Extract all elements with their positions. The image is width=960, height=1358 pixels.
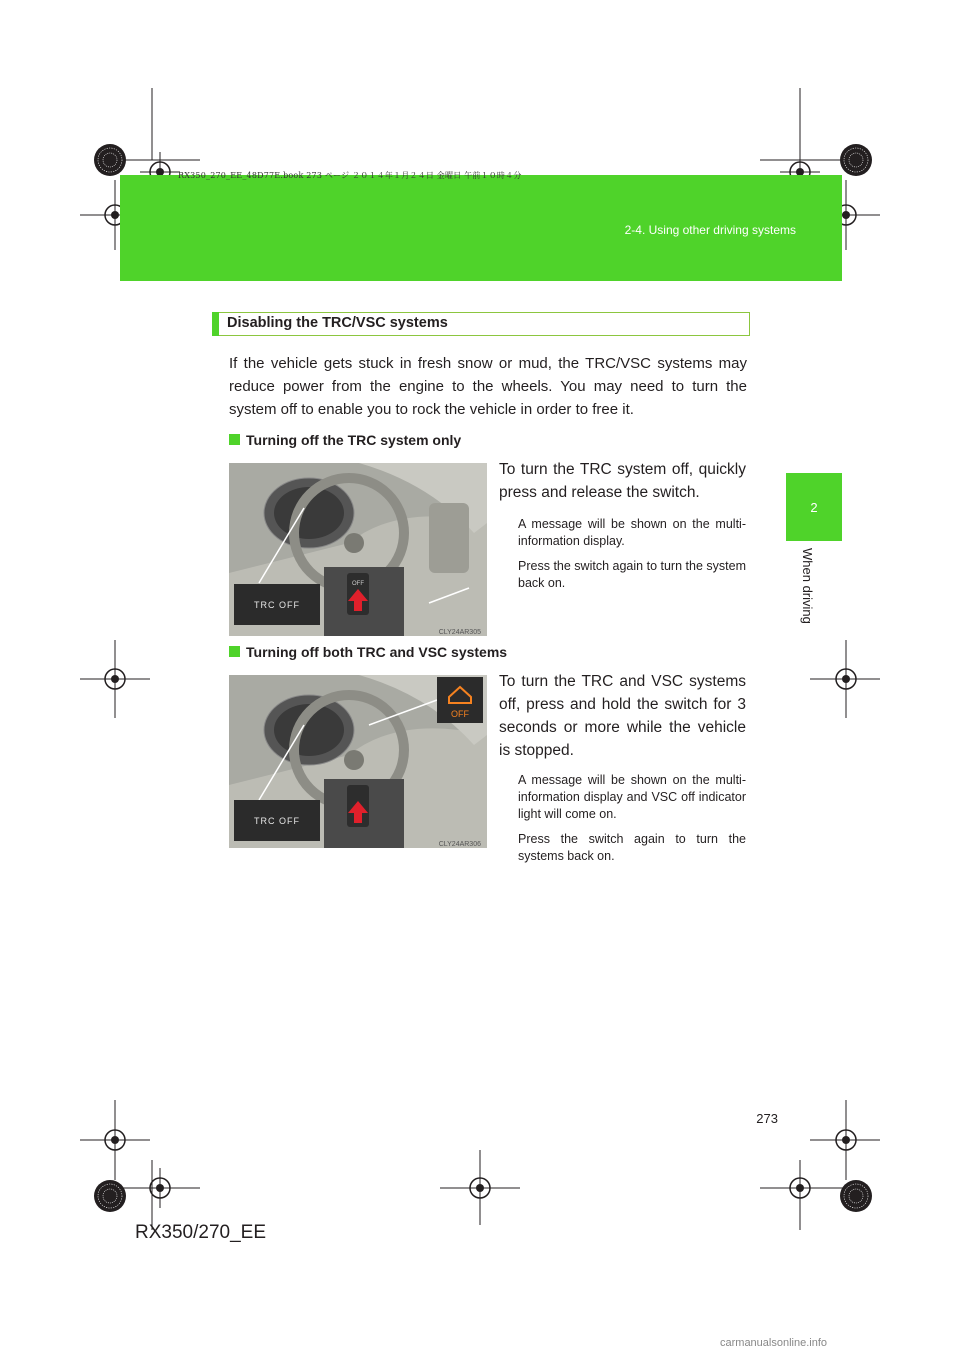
subheading-text: Turning off the TRC system only: [246, 432, 462, 448]
note: A message will be shown on the multi-information display.: [518, 517, 746, 548]
subheading-trc-only: [229, 432, 461, 448]
note: A message will be shown on the multi- information display and VSC off indicator light will come on.: [518, 773, 746, 821]
display-message: TRC OFF: [254, 600, 300, 610]
trc-vsc-switch-illustration: [229, 675, 487, 848]
subheading-text: Turning off both TRC and VSC systems: [246, 644, 508, 660]
square-bullet-icon: [229, 646, 240, 657]
chapter-label: When driving: [800, 548, 815, 624]
vsc-off-indicator-text: OFF: [451, 709, 469, 719]
instruction: To turn the TRC and VSC systems off, press and hold the switch for 3 seconds or more while the vehicle is stopped.: [499, 673, 746, 759]
chapter-number: 2: [810, 500, 818, 515]
watermark: carmanualsonline.info: [720, 1337, 828, 1349]
note: Press the switch again to turn the system back on.: [518, 559, 746, 590]
image-code: CLY24AR306: [438, 841, 481, 848]
trc-vsc-text: [499, 670, 746, 873]
off-switch-glyph: OFF: [352, 581, 364, 587]
trc-switch-illustration: [229, 463, 487, 636]
trc-only-text: [499, 458, 746, 600]
intro-paragraph: If the vehicle gets stuck in fresh snow or mud, the TRC/VSC systems may reduce power from the engine to the wheels. You may need to turn the system off to enable you to rock the vehicle in order to free it.: [229, 355, 747, 418]
instruction: To turn the TRC system off, quickly press and release the switch.: [499, 461, 746, 501]
subheading-trc-vsc: [229, 644, 507, 660]
model-code: RX350/270_EE: [135, 1222, 266, 1243]
image-code: CLY24AR305: [438, 629, 481, 636]
page-number: 273: [756, 1111, 778, 1126]
topic-title: Disabling the TRC/VSC systems: [227, 315, 448, 331]
square-bullet-icon: [229, 434, 240, 445]
note: Press the switch again to turn the systems back on.: [518, 832, 746, 863]
section-title: 2-4. Using other driving systems: [624, 223, 796, 237]
print-info: RX350_270_EE_48D77E.book 273 ページ ２０１４年１月２４日 金曜日 午前１０時４分: [178, 171, 522, 180]
topic-accent: [212, 312, 219, 336]
display-message: TRC OFF: [254, 816, 300, 826]
